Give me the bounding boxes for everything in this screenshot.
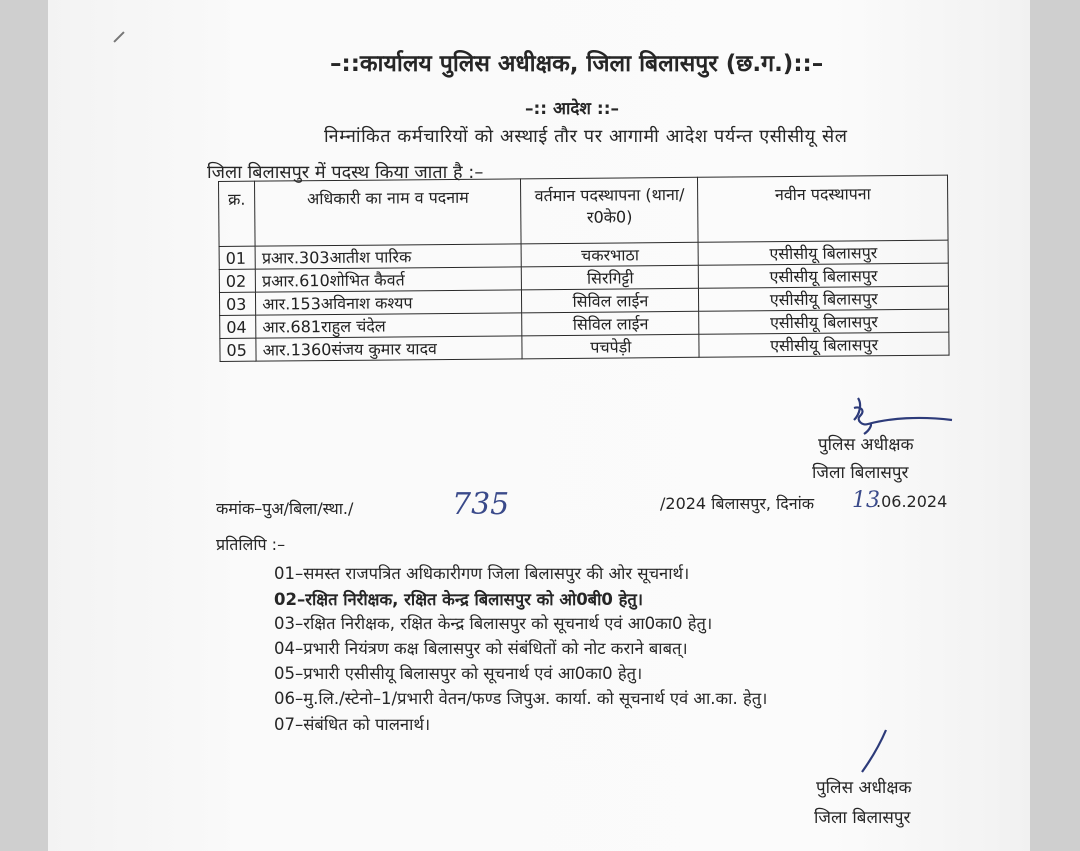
dispatch-year-place: /2024 बिलासपुर, दिनांक (660, 494, 815, 513)
cell-new: एसीसीयू बिलासपुर (699, 332, 949, 357)
dispatch-month-year: .06.2024 (876, 492, 948, 511)
cell-current: चकरभाठा (521, 242, 698, 267)
cell-sno: 01 (219, 246, 255, 269)
cell-current: पचपेड़ी (522, 334, 699, 359)
intro-line-2: जिला बिलासपुर में पदस्थ किया जाता है :– (207, 162, 484, 183)
office-title: –::कार्यालय पुलिस अधीक्षक, जिला बिलासपुर (छ.ग.)::– (330, 51, 824, 77)
signature-2 (848, 726, 898, 776)
cell-name: आर.153अविनाश कश्यप (256, 290, 522, 315)
cell-sno: 05 (220, 338, 256, 361)
cell-name: आर.1360संजय कुमार यादव (256, 336, 522, 361)
cell-sno: 02 (219, 269, 255, 292)
col-header-new: नवीन पदस्थापना (698, 175, 948, 242)
cell-new: एसीसीयू बिलासपुर (698, 240, 948, 265)
signature-2-designation: पुलिस अधीक्षक (816, 778, 912, 798)
cell-name: प्रआर.610शोभित कैवर्त (256, 267, 522, 292)
copy-item: 05–प्रभारी एसीसीयू बिलासपुर को सूचनार्थ एवं आ0का0 हेतु। (274, 664, 643, 683)
copy-item: 01–समस्त राजपत्रित अधिकारीगण जिला बिलासपुर की ओर सूचनार्थ। (274, 564, 690, 583)
copy-item: 02–रक्षित निरीक्षक, रक्षित केन्द्र बिलासपुर को ओ0बी0 हेतु। (274, 590, 644, 609)
cell-current: सिविल लाईन (522, 288, 699, 313)
right-background (1030, 0, 1080, 851)
cell-name: आर.681राहुल चंदेल (256, 313, 522, 338)
col-header-current: वर्तमान पदस्थापना (थाना/र0के0) (521, 177, 699, 244)
copy-item: 03–रक्षित निरीक्षक, रक्षित केन्द्र बिलासपुर को सूचनार्थ एवं आ0का0 हेतु। (274, 614, 713, 633)
copy-item: 04–प्रभारी नियंत्रण कक्ष बिलासपुर को संबंधितों को नोट कराने बाबत्। (274, 639, 688, 658)
cell-current: सिरगिट्टी (522, 265, 699, 290)
cell-sno: 03 (219, 292, 255, 315)
copy-label: प्रतिलिपि :– (216, 535, 286, 554)
cell-sno: 04 (220, 315, 256, 338)
dispatch-day-handwritten: 13 (852, 488, 880, 513)
cell-new: एसीसीयू बिलासपुर (699, 263, 949, 288)
intro-line-1: निम्नांकित कर्मचारियों को अस्थाई तौर पर आगामी आदेश पर्यन्त एसीसीयू सेल (324, 126, 848, 147)
col-header-sno: क्र. (219, 181, 256, 246)
dispatch-number-handwritten: 735 (452, 487, 510, 522)
cell-name: प्रआर.303आतीश पारिक (255, 244, 521, 269)
cell-current: सिविल लाईन (522, 311, 699, 336)
order-label: –:: आदेश ::– (525, 99, 619, 119)
left-background (0, 0, 48, 851)
cell-new: एसीसीयू बिलासपुर (699, 309, 949, 334)
posting-table (218, 175, 950, 362)
copy-item: 07–संबंधित को पालनार्थ। (274, 715, 431, 734)
signature-1-designation: पुलिस अधीक्षक (818, 435, 914, 455)
signature-1-district: जिला बिलासपुर (812, 463, 909, 483)
signature-2-district: जिला बिलासपुर (814, 808, 911, 828)
table-header-row (219, 175, 949, 246)
dispatch-number-label: कमांक–पुअ/बिला/स्था./ (216, 499, 354, 518)
cell-new: एसीसीयू बिलासपुर (699, 286, 949, 311)
col-header-name: अधिकारी का नाम व पदनाम (255, 179, 522, 246)
copy-item: 06–मु.लि./स्टेनो–1/प्रभारी वेतन/फण्ड जिपुअ. कार्या. को सूचनार्थ एवं आ.का. हेतु। (274, 689, 768, 708)
